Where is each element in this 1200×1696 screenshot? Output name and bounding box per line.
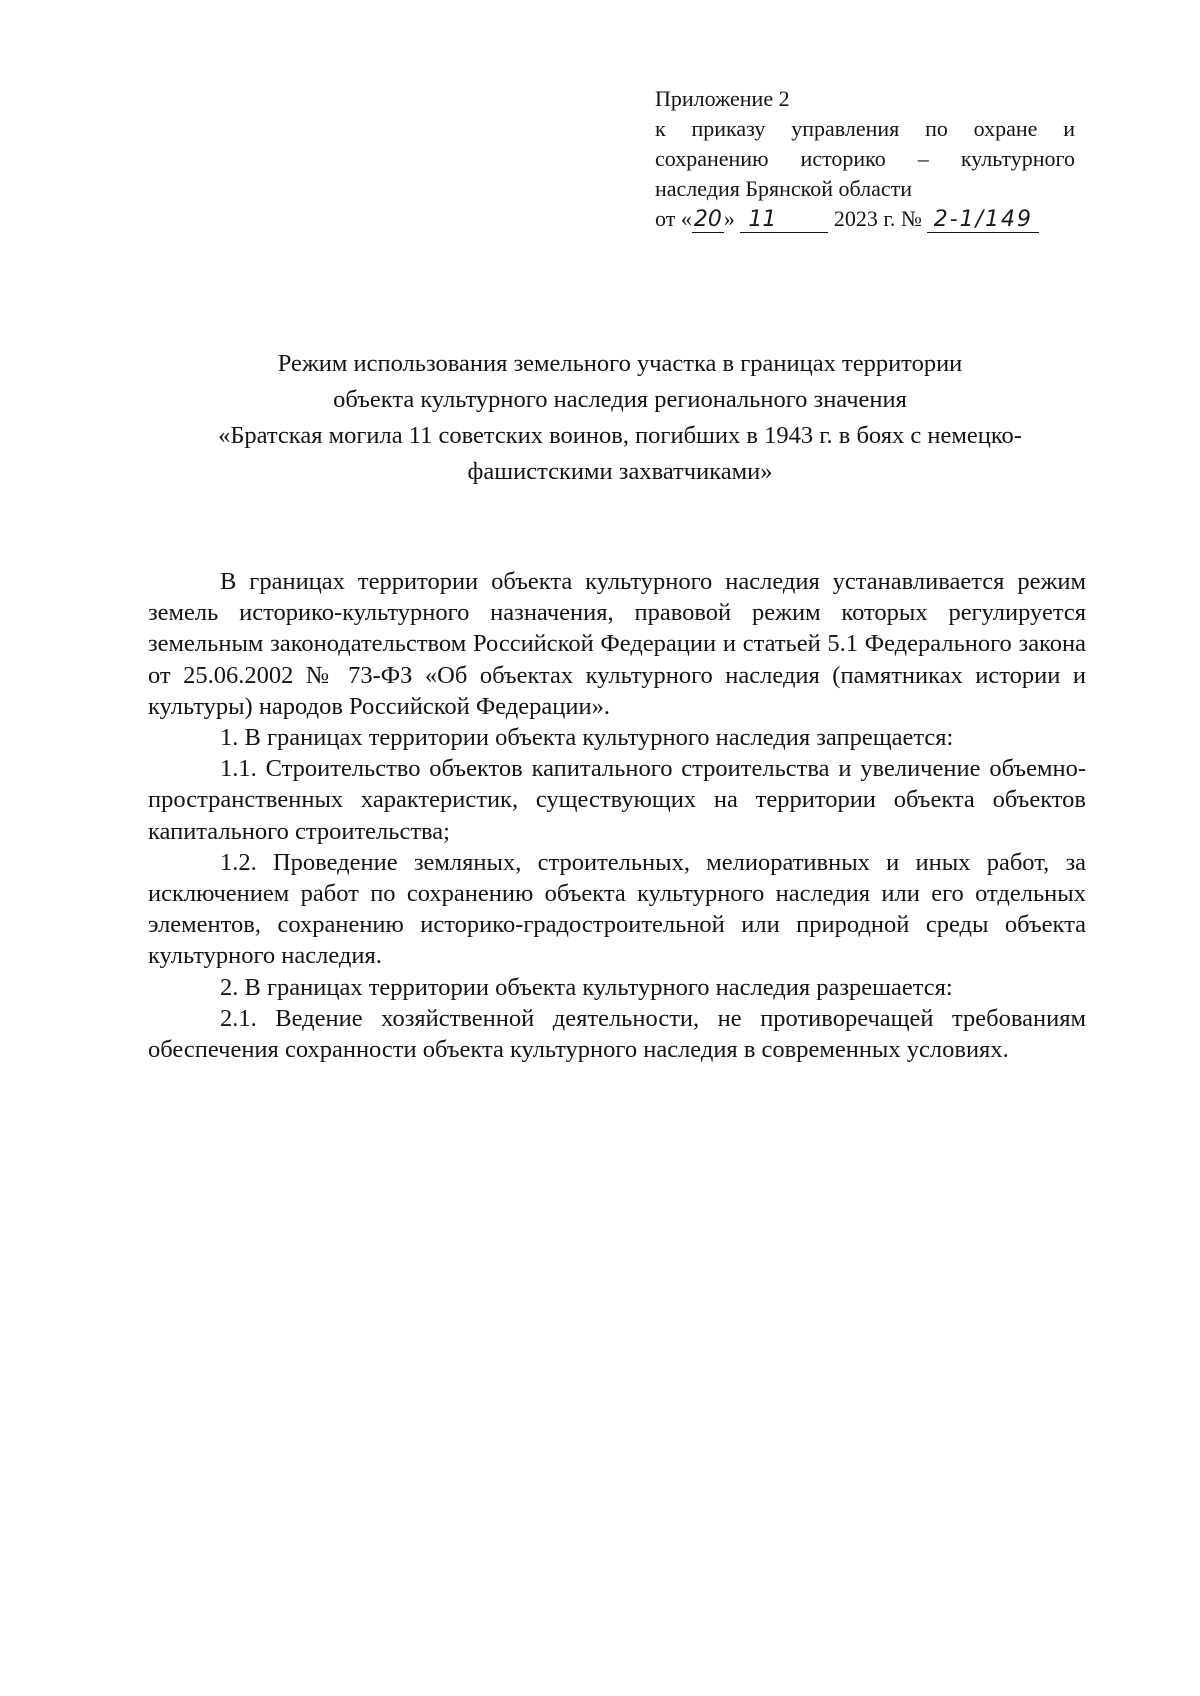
prohibited-heading: 1. В границах территории объекта культурного наследия запрещается:	[220, 724, 954, 752]
permitted-heading: 2. В границах территории объекта культурного наследия разрешается:	[220, 973, 953, 1001]
appendix-title: Приложение 2	[655, 86, 790, 111]
prohibited-item-1-2: 1.2. Проведение земляных, строительных, мелиоративных и иных работ, за исключением работ по сохранению объекта культурного наследия или его отдельных элементов, сохранению историко-градостроительной или природной среды объекта культурного наследия.	[148, 848, 1086, 970]
order-date-line	[655, 204, 1075, 234]
title-line-1: Режим использования земельного участка в границах территории	[277, 350, 963, 377]
document-body	[148, 566, 1086, 1065]
prohibited-item-1-1: 1.1. Строительство объектов капитального строительства и увеличение объемно-пространственных характеристик, существующих на территории объекта объектов капитального строительства;	[148, 755, 1086, 845]
title-line-3: «Братская могила 11 советских воинов, погибших в 1943 г. в боях с немецко-	[218, 422, 1022, 449]
date-close-quote: »	[723, 206, 735, 231]
date-prefix: от «	[655, 206, 692, 231]
permitted-item-2-1: 2.1. Ведение хозяйственной деятельности, не противоречащей требованиям обеспечения сохранности объекта культурного наследия в современных условиях.	[148, 1004, 1086, 1064]
handwritten-order-number: 2-1/149	[927, 208, 1039, 233]
appendix-line-1: к приказу управления по охране и	[655, 116, 1075, 141]
handwritten-month: 11	[740, 208, 828, 233]
handwritten-day: 20	[693, 207, 722, 232]
title-line-4: фашистскими захватчиками»	[467, 458, 773, 485]
title-line-2: объекта культурного наследия регионального значения	[333, 386, 907, 413]
intro-paragraph: В границах территории объекта культурного наследия устанавливается режим земель историко-культурного назначения, правовой режим которых регулируется земельным законодательством Российской Федерации и статьей 5.1 Федерального закона от 25.06.2002 № 73-ФЗ «Об объектах культурного наследия (памятниках истории и культуры) народов Российской Федерации».	[148, 568, 1086, 720]
appendix-line-3: наследия Брянской области	[655, 176, 913, 201]
appendix-line-2: сохранению историко – культурного	[655, 146, 1075, 171]
date-year: 2023 г. №	[833, 206, 922, 231]
appendix-header	[655, 84, 1075, 234]
document-title	[130, 346, 1110, 490]
